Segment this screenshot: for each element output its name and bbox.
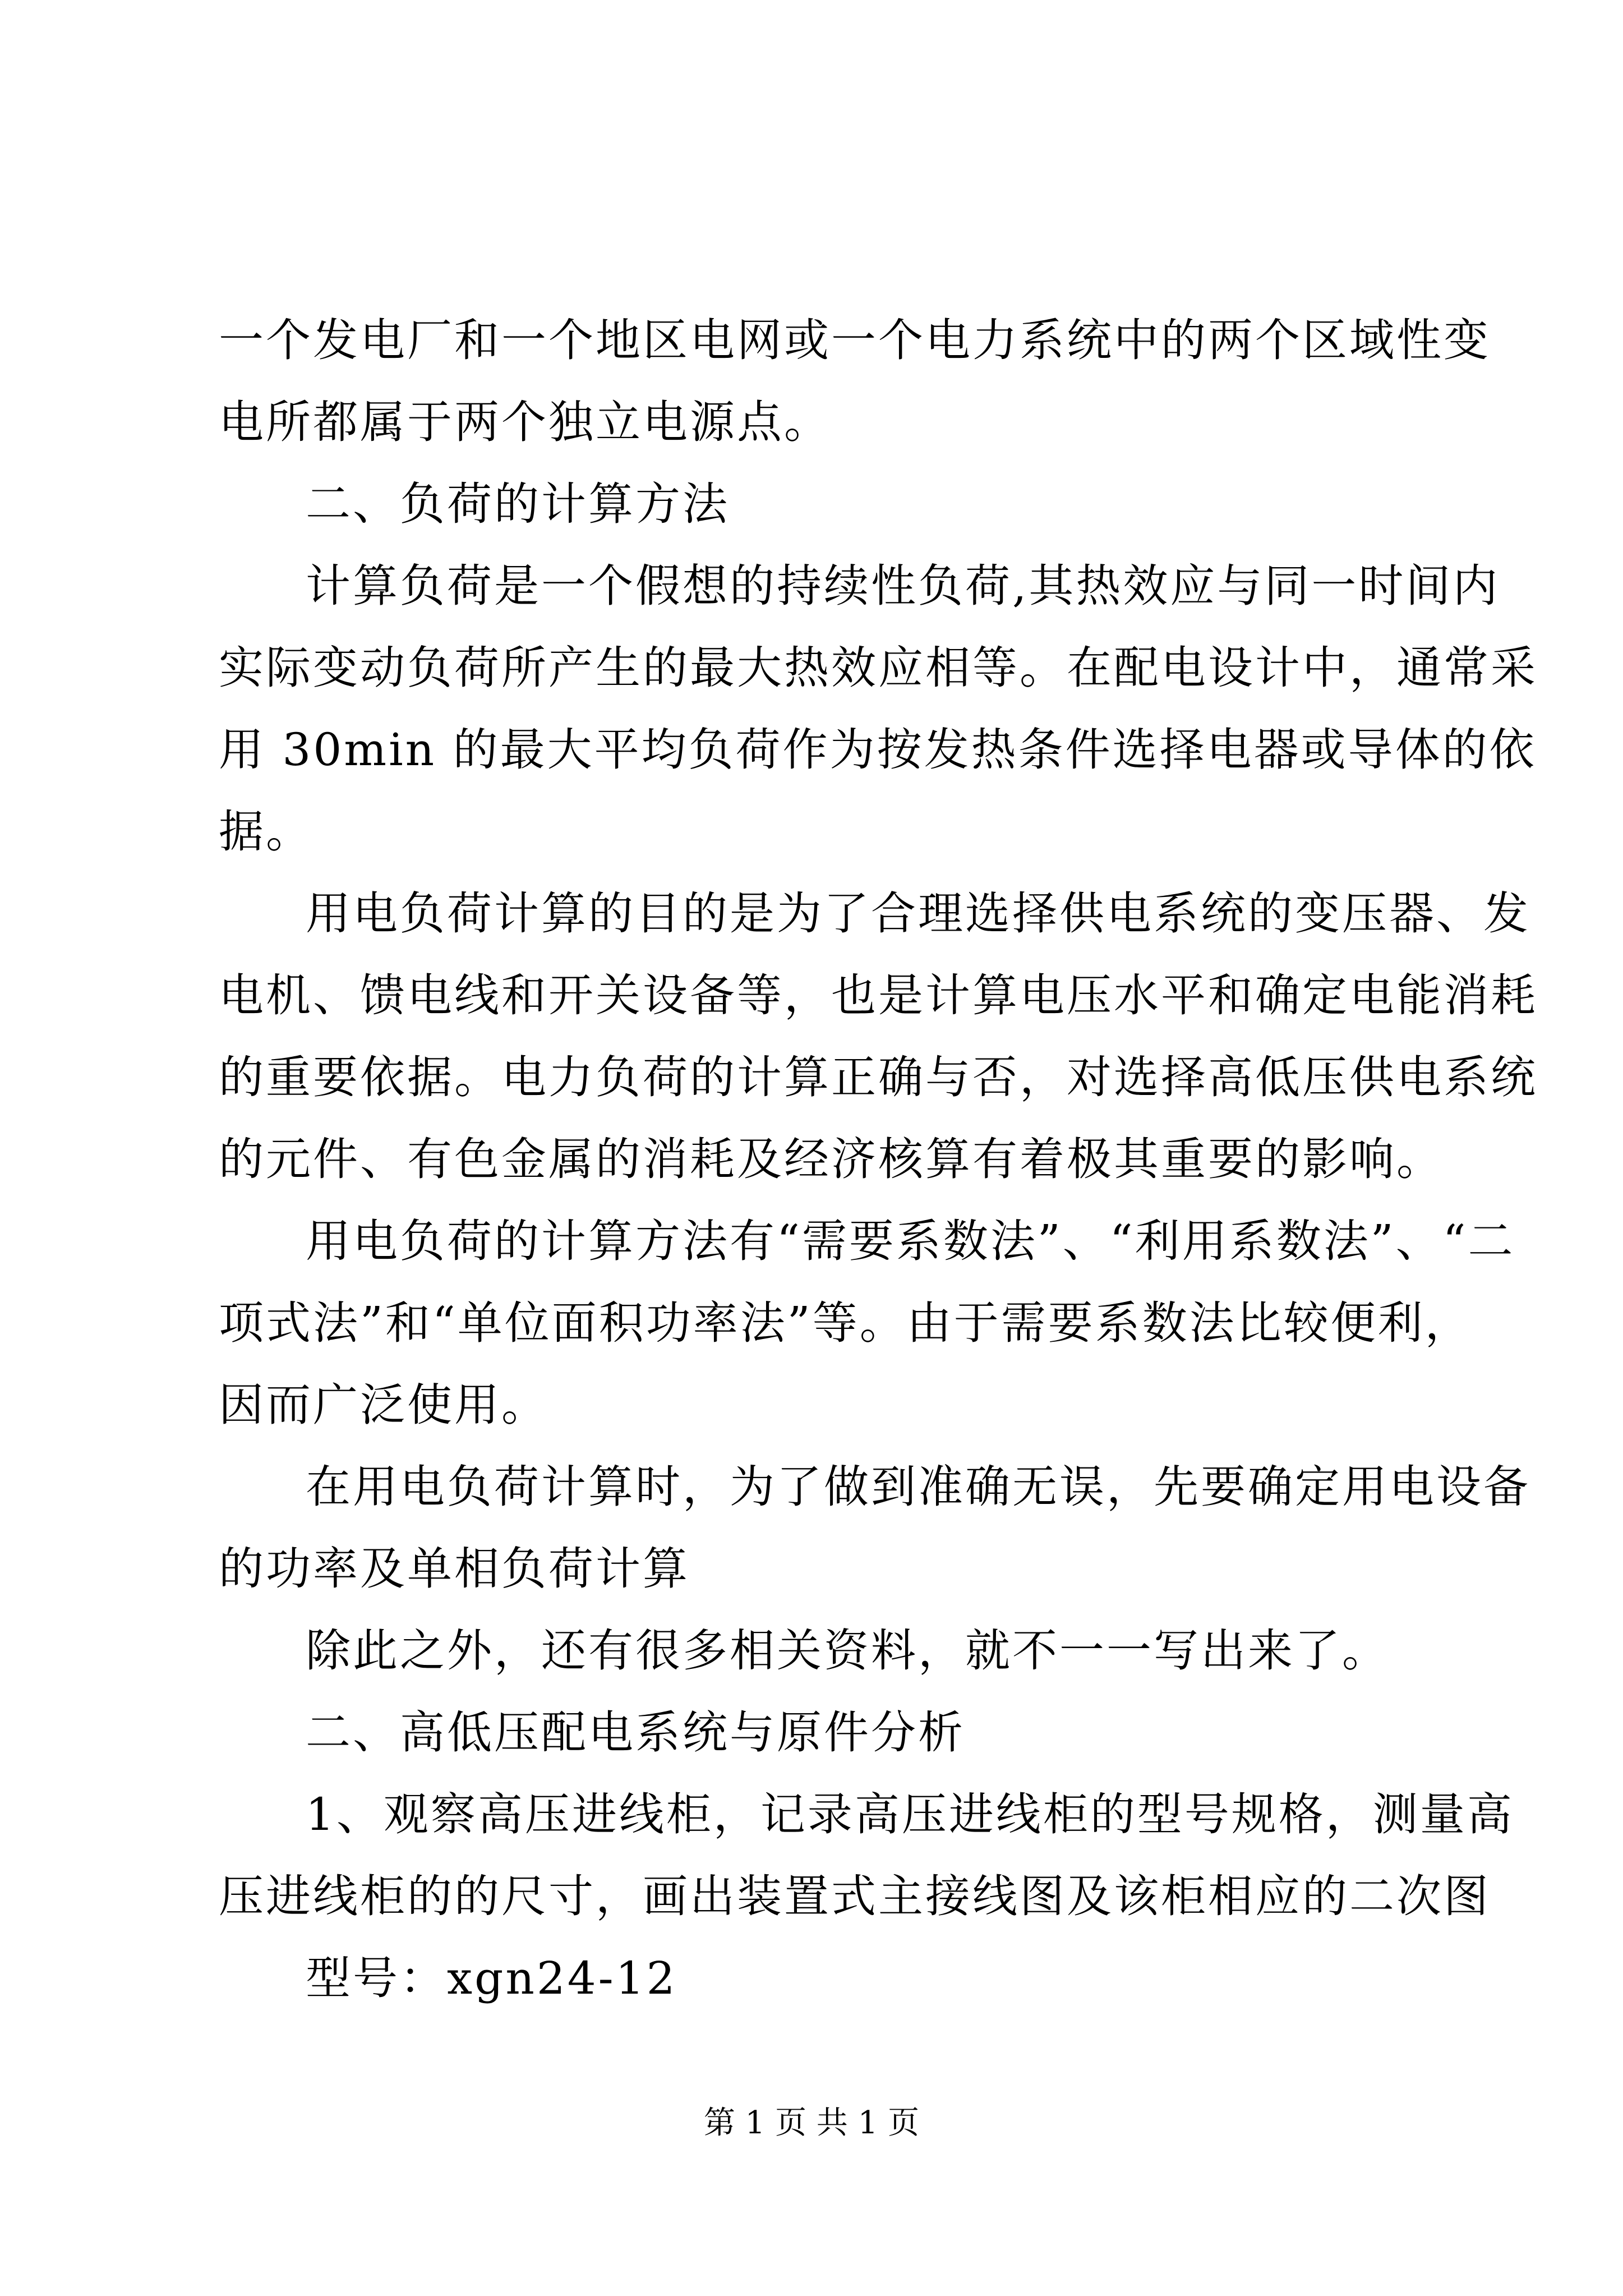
section-heading: 二、高低压配电系统与原件分析 [306,1706,965,1759]
text-line: 压进线柜的的尺寸，画出装置式主接线图及该柜相应的二次图 [219,1870,1491,1922]
text-line: 的重要依据。电力负荷的计算正确与否，对选择高低压供电系统 [219,1051,1538,1103]
text-line: 用 30min 的最大平均负荷作为按发热条件选择电器或导体的依 [219,724,1537,776]
text-line: 一个发电厂和一个地区电网或一个电力系统中的两个区域性变 [219,314,1491,366]
text-line: 的功率及单相负荷计算 [219,1543,690,1595]
text-line: 项式法”和“单位面积功率法”等。由于需要系数法比较便利， [219,1297,1472,1349]
text-line: 据。 [219,806,313,858]
text-line: 用电负荷的计算方法有“需要系数法”、“利用系数法”、“二 [306,1215,1515,1267]
text-line: 型号：xgn24-12 [306,1952,677,2004]
text-line: 因而广泛使用。 [219,1379,548,1431]
text-line: 在用电负荷计算时，为了做到准确无误，先要确定用电设备 [306,1461,1530,1513]
text-line: 电所都属于两个独立电源点。 [219,396,831,448]
text-line: 用电负荷计算的目的是为了合理选择供电系统的变压器、发 [306,887,1530,940]
section-heading: 二、负荷的计算方法 [306,478,730,530]
page-footer: 第 1 页 共 1 页 [703,2105,920,2141]
text-line: 的元件、有色金属的消耗及经济核算有着极其重要的影响。 [219,1133,1444,1185]
text-line: 电机、馈电线和开关设备等，也是计算电压水平和确定电能消耗 [219,969,1538,1022]
text-line: 实际变动负荷所产生的最大热效应相等。在配电设计中，通常采 [219,642,1538,694]
text-line: 除此之外，还有很多相关资料，就不一一写出来了。 [306,1625,1389,1677]
text-line: 计算负荷是一个假想的持续性负荷,其热效应与同一时间内 [306,560,1500,612]
text-line: 1、观察高压进线柜，记录高压进线柜的型号规格，测量高 [306,1788,1514,1841]
